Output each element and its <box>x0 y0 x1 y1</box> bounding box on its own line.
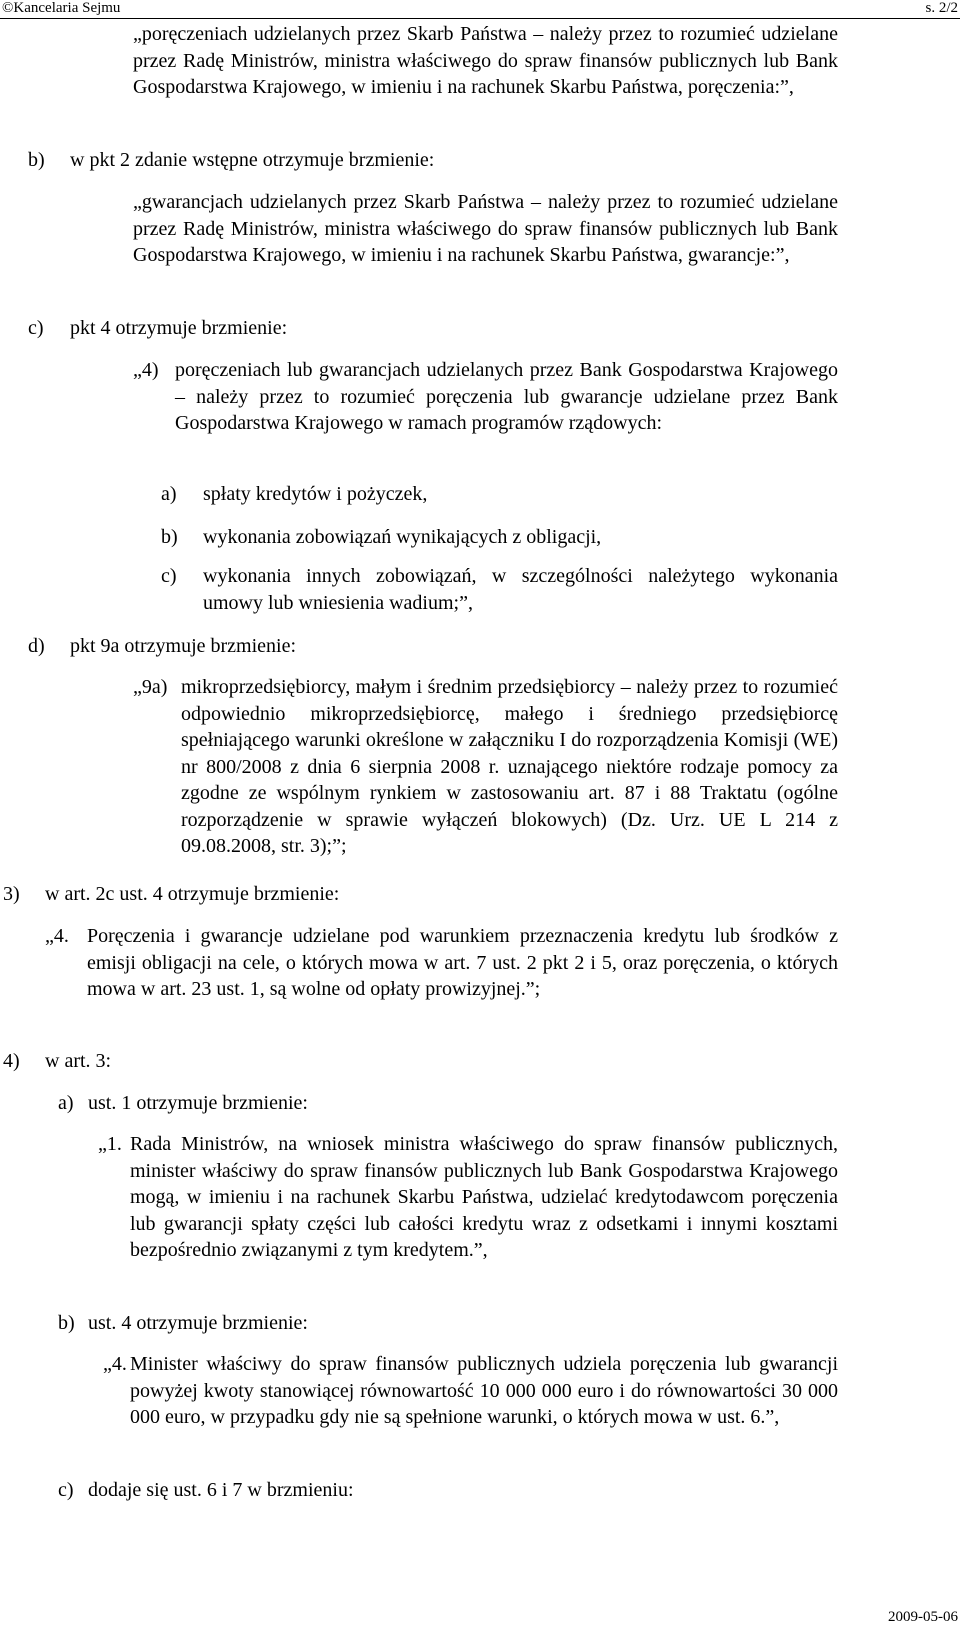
ustep-3-4 <box>103 1351 838 1431</box>
item-label: c) <box>161 565 177 587</box>
item-d-pkt9a <box>28 633 838 660</box>
item-text: w art. 3: <box>45 1050 112 1072</box>
item-b-pkt2 <box>28 147 838 174</box>
item-label: b) <box>28 149 45 171</box>
item-label: „4) <box>133 359 159 381</box>
header-page-number: s. 2/2 <box>925 0 958 16</box>
item-label: c) <box>58 1479 74 1501</box>
item-label: 3) <box>3 883 20 905</box>
item-b-ust4 <box>58 1310 838 1337</box>
item-4-art3 <box>3 1048 838 1075</box>
definition-pkt4 <box>133 357 838 437</box>
subitem-b <box>161 524 838 551</box>
definition-gwarancje: „gwarancjach udzielanych przez Skarb Państwa – należy przez to rozumieć udzielane przez Radę Ministrów, ministra właściwego do spraw finansów publicznych lub Bank Gospodarstwa Krajowego, w imieniu i na rachunek Skarbu Państwa, gwarancje:”, <box>133 191 838 266</box>
item-text: w pkt 2 zdanie wstępne otrzymuje brzmienie: <box>70 149 435 171</box>
ustep-3-1 <box>98 1131 838 1264</box>
item-label: b) <box>58 1312 75 1334</box>
item-a-ust1 <box>58 1090 838 1117</box>
item-label: „4. <box>103 1353 127 1375</box>
item-text: spłaty kredytów i pożyczek, <box>203 483 428 505</box>
item-text: poręczeniach lub gwarancjach udzielanych przez Bank Gospodarstwa Krajowego – należy przez to rozumieć poręczenia lub gwarancje udzielane przez Bank Gospodarstwa Krajowego w ramach programów rządowych: <box>175 359 838 434</box>
item-label: a) <box>58 1092 74 1114</box>
item-c-pkt4 <box>28 315 838 342</box>
item-text: Poręczenia i gwarancje udzielane pod warunkiem przeznaczenia kredytu lub środków z emisji obligacji na cele, o których mowa w art. 7 ust. 2 pkt 2 i 5, oraz poręczenia, o których mowa w art. 23 ust. 1, są wolne od opłaty prowizyjnej.”; <box>87 925 838 1000</box>
item-text: Minister właściwy do spraw finansów publicznych udziela poręczenia lub gwarancji powyżej kwoty stanowiącej równowartość 10 000 000 euro i do równowartości 30 000 000 euro, w przypadku gdy nie są spełnione warunki, o których mowa w ust. 6.”, <box>130 1353 838 1428</box>
header-copyright: ©Kancelaria Sejmu <box>2 0 121 16</box>
item-label: d) <box>28 635 45 657</box>
item-label: „1. <box>98 1133 122 1155</box>
item-label: „9a) <box>133 676 168 698</box>
item-text: mikroprzedsiębiorcy, małym i średnim przedsiębiorcy – należy przez to rozumieć odpowiednio mikroprzedsiębiorcę, małego i średniego przedsiębiorcę spełniającego warunki określone w załączniku I do rozporządzenia Komisji (WE) nr 800/2008 z dnia 6 sierpnia 2008 r. uznającego niektóre rodzaje pomocy za zgodne ze wspólnym rynkiem w zastosowaniu art. 87 i 88 Traktatu (ogólne rozporządzenie w sprawie wyłączeń blokowych) (Dz. Urz. UE L 214 z 09.08.2008, str. 3);”; <box>181 676 838 857</box>
item-text: ust. 1 otrzymuje brzmienie: <box>88 1092 308 1114</box>
item-text: wykonania zobowiązań wynikających z obligacji, <box>203 526 602 548</box>
item-label: „4. <box>45 925 69 947</box>
item-text: pkt 4 otrzymuje brzmienie: <box>70 317 288 339</box>
item-label: a) <box>161 483 177 505</box>
item-text: dodaje się ust. 6 i 7 w brzmieniu: <box>88 1479 354 1501</box>
subitem-a <box>161 481 838 508</box>
item-label: b) <box>161 526 178 548</box>
item-text: wykonania innych zobowiązań, w szczególności należytego wykonania umowy lub wniesienia wadium;”, <box>203 565 838 614</box>
page-header <box>0 0 960 19</box>
item-text: Rada Ministrów, na wniosek ministra właściwego do spraw finansów publicznych, minister właściwy do spraw finansów publicznych lub Bank Gospodarstwa Krajowego mogą, w imieniu i na rachunek Skarbu Państwa, udzielać kredytodawcom poręczenia lub gwarancji spłaty części lub całości kredytu wraz z odsetkami i innymi kosztami bezpośrednio związanymi z tym kredytem.”, <box>130 1133 838 1261</box>
footer-date: 2009-05-06 <box>888 1609 958 1625</box>
item-text: pkt 9a otrzymuje brzmienie: <box>70 635 297 657</box>
definition-poreczenia: „poręczeniach udzielanych przez Skarb Państwa – należy przez to rozumieć udzielane przez Radę Ministrów, ministra właściwego do spraw finansów publicznych lub Bank Gospodarstwa Krajowego, w imieniu i na rachunek Skarbu Państwa, poręczenia:”, <box>133 23 838 98</box>
item-text: w art. 2c ust. 4 otrzymuje brzmienie: <box>45 883 340 905</box>
item-c-ust6-7 <box>58 1477 838 1504</box>
item-label: c) <box>28 317 44 339</box>
definition-pkt9a <box>133 674 838 860</box>
ustep-2c-4 <box>45 923 838 1003</box>
item-text: ust. 4 otrzymuje brzmienie: <box>88 1312 308 1334</box>
item-label: 4) <box>3 1050 20 1072</box>
subitem-c <box>161 563 838 616</box>
item-3-art2c <box>3 881 838 908</box>
